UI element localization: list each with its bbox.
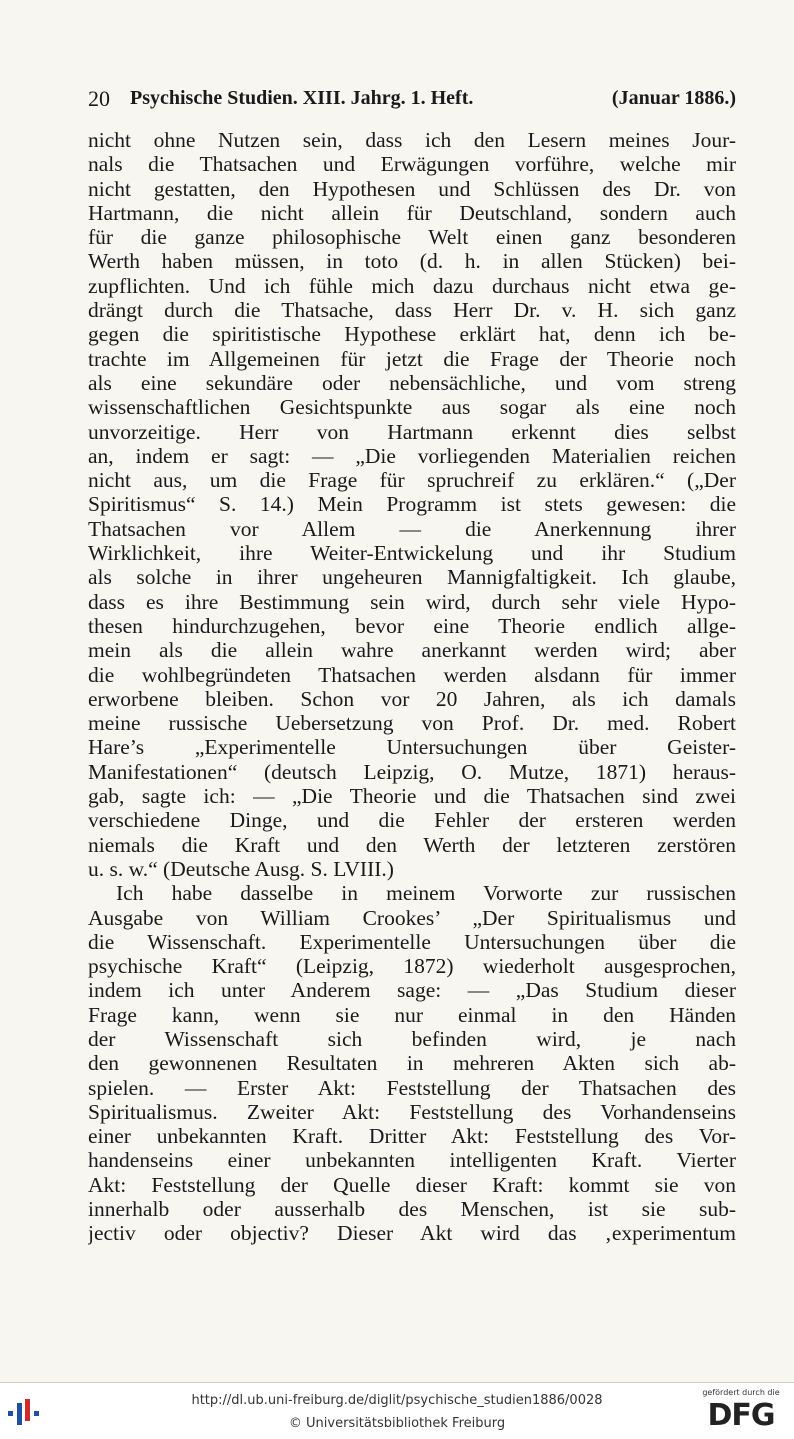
text-line: mein als die allein wahre anerkannt werden wird; aber bbox=[88, 638, 736, 663]
text-line: Ausgabe von William Crookes’ „Der Spiritualismus und bbox=[88, 905, 736, 930]
text-line: psychische Kraft“ (Leipzig, 1872) wiederholt ausgesprochen, bbox=[88, 954, 736, 979]
text-line: gab, sagte ich: — „Die Theorie und die Thatsachen sind zwei bbox=[88, 784, 736, 809]
issue-date: (Januar 1886.) bbox=[611, 87, 736, 109]
text-line: der Wissenschaft sich befinden wird, je nach bbox=[88, 1026, 736, 1051]
text-line: Frage kann, wenn sie nur einmal in den Händen bbox=[88, 1002, 736, 1027]
text-line: thesen hindurchzugehen, bevor eine Theorie endlich allge- bbox=[88, 613, 736, 638]
text-line: als eine sekundäre oder nebensächliche, und vom streng bbox=[88, 370, 736, 395]
text-line: dass es ihre Bestimmung sein wird, durch sehr viele Hypo- bbox=[88, 589, 736, 614]
text-line: zupflichten. Und ich fühle mich dazu durchaus nicht etwa ge- bbox=[88, 273, 736, 298]
body-text bbox=[88, 128, 736, 1246]
text-line: niemals die Kraft und den Werth der letzteren zerstören bbox=[88, 832, 736, 857]
text-line: Thatsachen vor Allem — die Anerkennung ihrer bbox=[88, 516, 736, 541]
text-line: nals die Thatsachen und Erwägungen vorführe, welche mir bbox=[88, 152, 736, 177]
text-line: innerhalb oder ausserhalb des Menschen, ist sie sub- bbox=[88, 1197, 736, 1222]
text-line: Hartmann, die nicht allein für Deutschland, sondern auch bbox=[88, 200, 736, 225]
copyright-notice: © Universitätsbibliothek Freiburg bbox=[288, 1416, 506, 1431]
text-line: nicht gestatten, den Hypothesen und Schlüssen des Dr. von bbox=[88, 176, 736, 201]
text-line: Manifestationen“ (deutsch Leipzig, O. Mutze, 1871) heraus- bbox=[88, 759, 736, 784]
text-line: Spiritismus“ S. 14.) Mein Programm ist stets gewesen: die bbox=[88, 492, 736, 517]
text-line: Akt: Feststellung der Quelle dieser Kraft: kommt sie von bbox=[88, 1172, 736, 1197]
dfg-logo: DFG bbox=[707, 1398, 775, 1433]
text-line: indem ich unter Anderem sage: — „Das Studium dieser bbox=[88, 978, 736, 1003]
text-line: unvorzeitige. Herr von Hartmann erkennt dies selbst bbox=[88, 419, 736, 444]
text-line: gegen die spiritistische Hypothese erklärt hat, denn ich be- bbox=[88, 322, 736, 347]
text-line: an, indem er sagt: — „Die vorliegenden Materialien reichen bbox=[88, 443, 736, 468]
viewer-footer bbox=[0, 1382, 794, 1439]
text-line: jectiv oder objectiv? Dieser Akt wird das ‚experimentum bbox=[88, 1221, 736, 1246]
text-line: Spiritualismus. Zweiter Akt: Feststellung des Vorhandenseins bbox=[88, 1099, 736, 1124]
text-line: verschiedene Dinge, und die Fehler der ersteren werden bbox=[88, 808, 736, 833]
text-line: meine russische Uebersetzung von Prof. Dr. med. Robert bbox=[88, 711, 736, 736]
text-line: Hare’s „Experimentelle Untersuchungen über Geister- bbox=[88, 735, 736, 760]
text-line: nicht aus, um die Frage für spruchreif zu erklären.“ („Der bbox=[88, 468, 736, 493]
text-line: spielen. — Erster Akt: Feststellung der Thatsachen des bbox=[88, 1075, 736, 1100]
funding-note: gefördert durch die bbox=[702, 1388, 780, 1397]
text-line-paragraph-start: Ich habe dasselbe in meinem Vorworte zur russischen bbox=[116, 881, 736, 906]
text-line-paragraph-end: u. s. w.“ (Deutsche Ausg. S. LVIII.) bbox=[88, 856, 394, 881]
text-line: trachte im Allgemeinen für jetzt die Frage der Theorie noch bbox=[88, 346, 736, 371]
text-line: Wirklichkeit, ihre Weiter-Entwickelung und ihr Studium bbox=[88, 541, 736, 566]
journal-title: Psychische Studien. XIII. Jahrg. 1. Heft. bbox=[130, 87, 474, 109]
text-line: erworbene bleiben. Schon vor 20 Jahren, als ich damals bbox=[88, 686, 736, 711]
text-line: die Wissenschaft. Experimentelle Untersuchungen über die bbox=[88, 929, 736, 954]
page-number: 20 bbox=[88, 86, 110, 111]
text-line: als solche in ihrer ungeheuren Mannigfaltigkeit. Ich glaube, bbox=[88, 565, 736, 590]
text-line: wissenschaftlichen Gesichtspunkte aus sogar als eine noch bbox=[88, 395, 736, 420]
text-line: für die ganze philosophische Welt einen ganz besonderen bbox=[88, 225, 736, 250]
text-line: einer unbekannten Kraft. Dritter Akt: Feststellung des Vor- bbox=[88, 1124, 736, 1149]
text-line: nicht ohne Nutzen sein, dass ich den Lesern meines Jour- bbox=[88, 128, 736, 152]
text-line: die wohlbegründeten Thatsachen werden alsdann für immer bbox=[88, 662, 736, 687]
text-line: den gewonnenen Resultaten in mehreren Akten sich ab- bbox=[88, 1051, 736, 1076]
running-header bbox=[88, 86, 736, 112]
text-line: Werth haben müssen, in toto (d. h. in allen Stücken) bei- bbox=[88, 249, 736, 274]
text-line: handenseins einer unbekannten intelligenten Kraft. Vierter bbox=[88, 1148, 736, 1173]
text-line: drängt durch die Thatsache, dass Herr Dr. v. H. sich ganz bbox=[88, 298, 736, 323]
permalink-url[interactable]: http://dl.ub.uni-freiburg.de/diglit/psychische_studien1886/0028 bbox=[191, 1393, 603, 1408]
